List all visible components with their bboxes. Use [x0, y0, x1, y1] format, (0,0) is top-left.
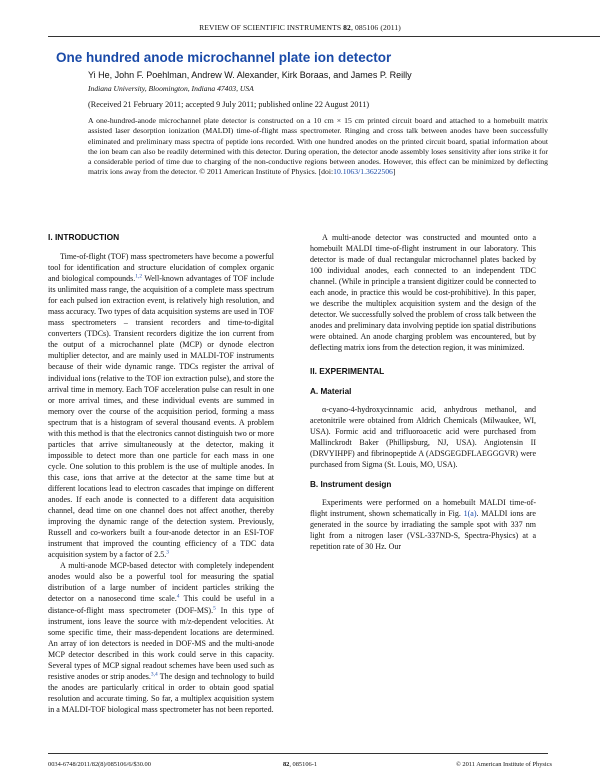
footer-issn-price: 0034-6748/2011/82(8)/085106/6/$30.00	[48, 761, 151, 768]
right-column	[310, 232, 536, 552]
intro-p1-text-a: Time-of-flight (TOF) mass spectrometers have become a powerful tool for identification and structure elucidation of complex organic and biological compounds.	[48, 252, 274, 284]
intro-paragraph-2	[48, 560, 274, 715]
citation-4[interactable]: 4	[176, 593, 180, 600]
received-dates: (Received 21 February 2011; accepted 9 July 2011; published online 22 August 2011)	[88, 100, 370, 109]
intro-p2-text-d: The design and technology to build the anodes are particularly critical in order to obtain good spatial resolution and accurate timing. So far, a multiplex acquisition system in a MALDI-TOF biological mass spectrometer has not been reported.	[48, 671, 274, 714]
footer-page: , 085106-1	[289, 761, 318, 768]
intro-p2-text-c: In this type of instrument, ions leave the source with m/z-dependent velocities. At some specific time, their mass-dependent locations are determined. An array of ion detectors is needed in DOF-MS and the multi-anode MCP detector described in this work could serve in this capacity. Several types of MCP signal readout schemes have been used such as resistive anodes or strip anodes.	[48, 605, 274, 681]
section-heading-experimental: II. EXPERIMENTAL	[310, 365, 385, 376]
journal-name: REVIEW OF SCIENTIFIC INSTRUMENTS	[199, 23, 342, 32]
section-heading-introduction: I. INTRODUCTION	[48, 232, 120, 242]
intro-p2-text-a: A multi-anode MCP-based detector with completely independent anodes would also be a powerful tool for measuring the spatial distribution of a large number of incident particles striking the detector on a nanosecond time scale.	[48, 561, 274, 604]
journal-volume: 82	[343, 23, 351, 32]
citation-1-2[interactable]: 1,2	[135, 273, 143, 280]
intro-p1-text-b: Well-known advantages of TOF include its unlimited mass range, the acquisition of a complete mass spectrum for each pulsed ion extraction event, is relatively high resolution, and mass accuracy. Two types of data acquisition systems are used in TOF mass spectrometers – transient recorders and time-to-digital converters (TDCs). Transient recorders digitize the ion current from the output of a microchannel plate (MCP) or dynode electron multiplier detector, and are mainly used in MALDI-TOF instruments because of their wide dynamic range. TDCs register the arrival of individual ions (relative to the TOF ion extraction pulse), and store the arrival time in memory. Each TOF acceleration pulse can result in one or more arrival times, and these individual events are summed in memory over the course of the acquisition period, forming a mass spectrum that is a histogram of several thousand events. A problem with this method is that the electronics cannot distinguish two or more particles that arrive simultaneously at the detector, making it impossible to detect more than one particle for each mass in one cycle. One solution to this problem is the use of multiple anodes. In this case, ions that arrive at the detector at the same time but at different locations lead to electron cascades that impinge on different anodes. If each anode is connected to a different data acquisition channel, dead time on one channel does not affect another, thereby improving the dynamic range of the detection system. Previously, Russell and co-workers built a four-anode detector in an ESI-TOF instrument that improved the counting efficiency of a TDC data acquisition system by a factor of 2.5.	[48, 274, 274, 560]
header-rule	[48, 36, 600, 37]
footer-copyright: © 2011 American Institute of Physics	[455, 761, 552, 768]
doi-prefix: [doi:	[318, 167, 334, 177]
figure-1a-link[interactable]: 1(a)	[463, 508, 477, 518]
running-head	[0, 23, 600, 32]
citation-3-4[interactable]: 3,4	[150, 671, 158, 678]
journal-article-info: , 085106 (2011)	[350, 23, 401, 32]
instrument-design-paragraph	[310, 497, 536, 552]
intro-paragraph-3: A multi-anode detector was constructed and mounted onto a homebuilt MALDI time-of-flight instrument in our laboratory. This detector is made of dual rectangular microchannel plates backed by 100 individual anodes, each connected to an independent TDC channel. (While in principle a transient digitizer could be connected to each anode, in practice this would be cost-prohibitive). In this paper, we describe the multiplex acquisition system and the design of the detector. We successfully solved the problem of cross talk between the anodes and preliminary data involving peptide ion spatial distributions were obtained. An anode charging problem was encountered, but by deflecting matrix ions from the detection region, it was minimized.	[310, 233, 536, 353]
material-paragraph: α-cyano-4-hydroxycinnamic acid, anhydrous methanol, and acetonitrile were obtained from Aldrich Chemicals (Milwaukee, WI, USA). Formic acid and trifluoroacetic acid were purchased from Mallinckrodt Baker (Phillipsburg, NJ, USA). Angiotensin II (DRVYIHPF) and fibrinopeptide A (ADSGEGDFLAEGGGVR) were purchased from Sigma (St. Louis, MO, USA).	[310, 404, 536, 469]
author-list: Yi He, John F. Poehlman, Andrew W. Alexander, Kirk Boraas, and James P. Reilly	[88, 70, 412, 80]
citation-5[interactable]: 5	[213, 604, 216, 611]
left-column	[48, 232, 274, 715]
abstract	[88, 116, 548, 178]
intro-paragraph-1	[48, 251, 274, 560]
subsection-heading-instrument-design: B. Instrument design	[310, 479, 392, 489]
footer-rule	[48, 753, 548, 754]
affiliation: Indiana University, Bloomington, Indiana 47403, USA	[88, 84, 254, 93]
footer-volume: 82	[282, 761, 290, 768]
paper-title: One hundred anode microchannel plate ion detector	[56, 50, 392, 65]
subsection-heading-material: A. Material	[310, 386, 352, 396]
doi-suffix: ]	[392, 167, 396, 177]
citation-3[interactable]: 3	[166, 549, 169, 556]
design-text-a: Experiments were performed on a homebuilt MALDI time-of-flight instrument, shown schematically in Fig.	[310, 497, 536, 518]
intro-p2-text-b: This could be useful in a distance-of-flight mass spectrometer (DOF-MS).	[48, 594, 274, 615]
design-text-b: . MALDI ions are generated in the source by irradiating the sample spot with 337 nm light from a nitrogen laser (VSL-337ND-S, Spectra-Physics) at a repetition rate of 30 Hz. Our	[310, 508, 536, 552]
abstract-text: A one-hundred-anode microchannel plate detector is constructed on a 10 cm × 15 cm printed circuit board and attached to a homebuilt matrix assisted laser desorption ionization (MALDI) time-of-flight mass spectrometer. Ringing and cross talk between anodes have been successfully eliminated and preliminary mass spectra of peptide ions recorded. With one hundred anodes on the printed circuit board, spatial information about the ion beam can also be readily determined with this detector. During operation, the detector anode assembly loses sensitivity after ions strike it for a considerable period of time due to charging of the non-conductive regions between anodes. However, this effect can be minimized by deflecting matrix ions away from the detector. © 2011 American Institute of Physics.	[88, 116, 548, 177]
doi-link[interactable]: 10.1063/1.3622506	[333, 167, 393, 177]
